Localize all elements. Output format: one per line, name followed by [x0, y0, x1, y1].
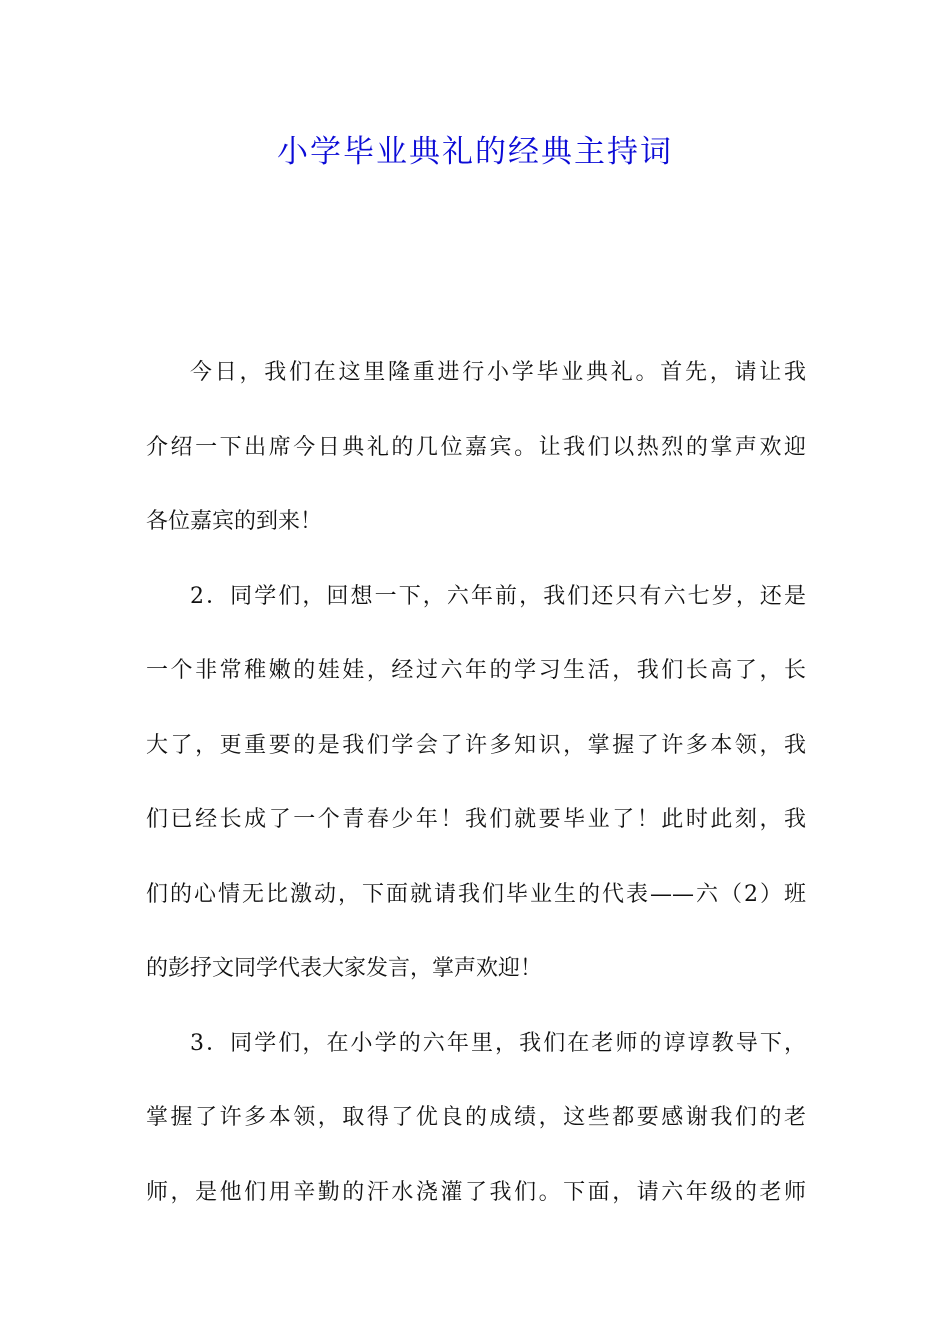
text-line: 2．同学们，回想一下，六年前，我们还只有六七岁，还是 [190, 583, 806, 609]
text-line: 掌握了许多本领，取得了优良的成绩，这些都要感谢我们的老 [146, 1105, 806, 1130]
paragraph-opening [146, 336, 806, 560]
text-line: 大了，更重要的是我们学会了许多知识，掌握了许多本领，我 [146, 732, 806, 758]
text-line: 一个非常稚嫩的娃娃，经过六年的学习生活，我们长高了，长 [146, 658, 806, 683]
paragraph-2 [146, 560, 806, 1007]
text-line: 今日，我们在这里隆重进行小学毕业典礼。首先，请让我 [190, 360, 806, 385]
text-line: 3．同学们，在小学的六年里，我们在老师的谆谆教导下， [190, 1030, 806, 1056]
text-line: 师，是他们用辛勤的汗水浇灌了我们。下面，请六年级的老师 [146, 1179, 806, 1205]
document-title: 小学毕业典礼的经典主持词 [277, 134, 673, 170]
text-line: 各位嘉宾的到来！ [146, 509, 323, 534]
paragraph-3 [146, 1007, 806, 1231]
text-line: 们已经长成了一个青春少年！我们就要毕业了！此时此刻，我 [146, 807, 806, 832]
text-line: 的彭抒文同学代表大家发言，掌声欢迎！ [146, 956, 543, 981]
text-line: 们的心情无比激动，下面就请我们毕业生的代表——六（2）班 [146, 881, 806, 907]
text-line: 介绍一下出席今日典礼的几位嘉宾。让我们以热烈的掌声欢迎 [146, 434, 806, 460]
document-body [146, 336, 806, 1230]
